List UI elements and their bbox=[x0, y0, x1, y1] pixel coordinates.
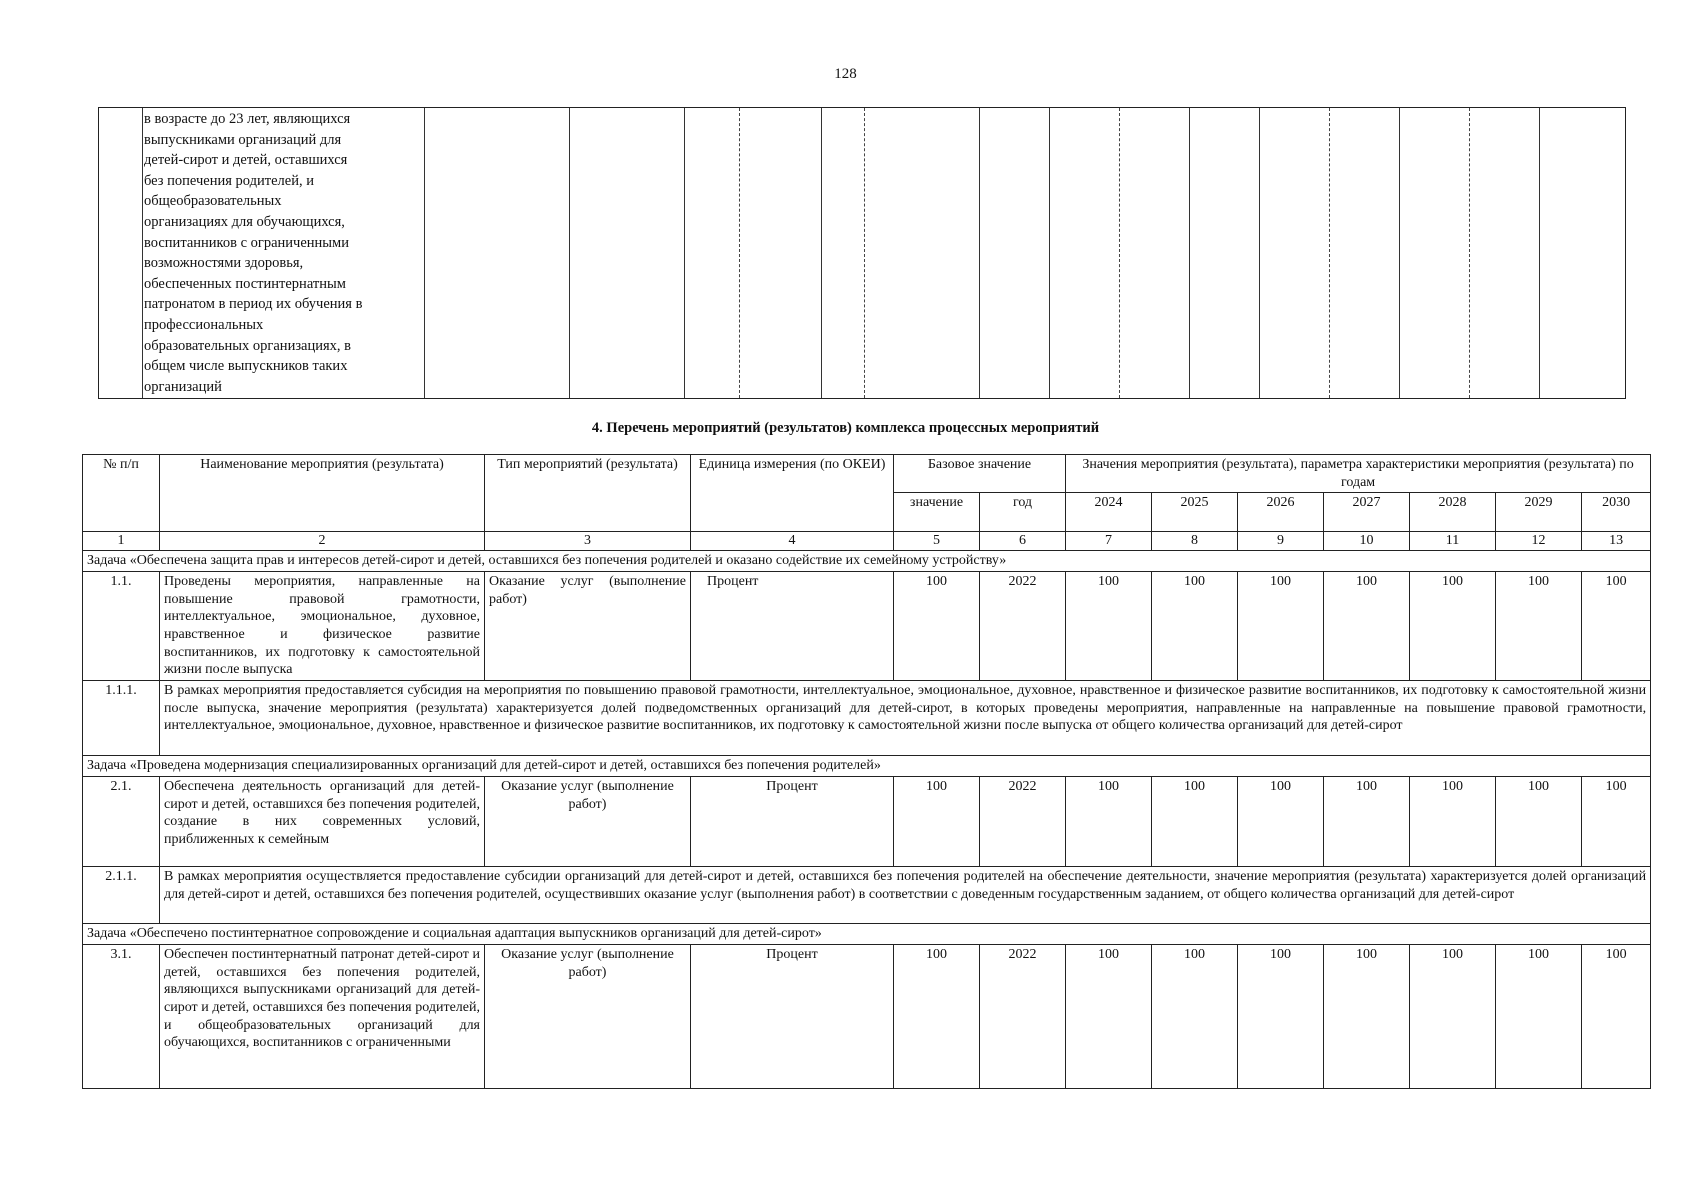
table-row bbox=[83, 572, 1651, 681]
activity-name: Обеспечена деятельность организаций для детей-сирот и детей, оставшихся без попечения родителей, создание в них современных условий, приближенных к семейным bbox=[160, 777, 485, 867]
column-divider bbox=[1399, 108, 1400, 398]
column-divider bbox=[739, 108, 740, 398]
header-row bbox=[83, 455, 1651, 493]
column-divider bbox=[1119, 108, 1120, 398]
task-title: Задача «Проведена модернизация специализированных организаций для детей-сирот и детей, оставшихся без попечения родителей» bbox=[83, 756, 1651, 777]
header-values: Значения мероприятия (результата), параметра характеристики мероприятия (результата) по годам bbox=[1066, 455, 1651, 493]
text-line: образовательных организациях, в bbox=[144, 337, 352, 354]
column-divider bbox=[864, 108, 865, 398]
page-number: 128 bbox=[834, 66, 857, 82]
header-base-value: значение bbox=[894, 493, 980, 532]
year-value: 100 bbox=[1066, 777, 1152, 867]
year-value: 100 bbox=[1152, 777, 1238, 867]
text-line: воспитанников с ограниченными bbox=[144, 234, 349, 251]
text-line: без попечения родителей, и bbox=[144, 172, 314, 189]
column-number: 7 bbox=[1066, 532, 1152, 551]
task-title: Задача «Обеспечена защита прав и интересов детей-сирот и детей, оставшихся без попечения родителей и оказано содействие их семейному устройству» bbox=[83, 551, 1651, 572]
text-line: организаций bbox=[144, 378, 222, 395]
column-divider bbox=[1469, 108, 1470, 398]
year-value: 100 bbox=[1238, 777, 1324, 867]
column-divider bbox=[1259, 108, 1260, 398]
column-number-row bbox=[83, 532, 1651, 551]
column-divider bbox=[1539, 108, 1540, 398]
text-line: выпускниками организаций для bbox=[144, 131, 342, 148]
year-value: 100 bbox=[1238, 572, 1324, 681]
table-row bbox=[83, 681, 1651, 756]
year-value: 100 bbox=[1324, 945, 1410, 1089]
column-number: 11 bbox=[1410, 532, 1496, 551]
text-line: детей-сирот и детей, оставшихся bbox=[144, 152, 348, 169]
header-year: 2030 bbox=[1582, 493, 1651, 532]
year-value: 100 bbox=[1066, 572, 1152, 681]
row-number: 1.1.1. bbox=[83, 681, 160, 756]
column-number: 4 bbox=[691, 532, 894, 551]
header-type: Тип мероприятий (результата) bbox=[485, 455, 691, 532]
activities-table bbox=[82, 454, 1651, 1089]
table-row bbox=[83, 945, 1651, 1089]
text-line: профессиональных bbox=[144, 316, 264, 333]
header-base-year: год bbox=[980, 493, 1066, 532]
year-value: 100 bbox=[1324, 777, 1410, 867]
text-line: общем числе выпускников таких bbox=[144, 358, 348, 375]
column-number: 8 bbox=[1152, 532, 1238, 551]
column-number: 12 bbox=[1496, 532, 1582, 551]
row-number: 2.1.1. bbox=[83, 867, 160, 924]
unit: Процент bbox=[691, 777, 894, 867]
row-number: 1.1. bbox=[83, 572, 160, 681]
base-year: 2022 bbox=[980, 945, 1066, 1089]
text-line: патронатом в период их обучения в bbox=[144, 296, 363, 313]
table-row bbox=[83, 777, 1651, 867]
column-number: 9 bbox=[1238, 532, 1324, 551]
text-line: обеспеченных постинтернатным bbox=[144, 275, 346, 292]
year-value: 100 bbox=[1152, 572, 1238, 681]
base-value: 100 bbox=[894, 945, 980, 1089]
activity-type: Оказание услуг (выполнение работ) bbox=[485, 945, 691, 1089]
year-value: 100 bbox=[1582, 945, 1651, 1089]
column-divider bbox=[1329, 108, 1330, 398]
header-year: 2024 bbox=[1066, 493, 1152, 532]
activity-name: Проведены мероприятия, направленные на повышение правовой грамотности, интеллектуальное, эмоциональное, духовное, нравственное и физическое развитие воспитанников, их подготовку к самостоятельной жизни после выпуска bbox=[160, 572, 485, 681]
text-line: в возрасте до 23 лет, являющихся bbox=[144, 111, 351, 127]
column-divider bbox=[684, 108, 685, 398]
activity-description: В рамках мероприятия осуществляется предоставление субсидии организаций для детей-сирот и детей, оставшихся без попечения родителей на обеспечение деятельности, значение мероприятия (результата) характеризуется долей организаций для детей-сирот и детей, оставшихся без попечения родителей, осуществивших оказание услуг (выполнения работ) в соответствии с доведенным государственным заданием, от общего количества организаций для детей-сирот bbox=[160, 867, 1651, 924]
activity-type: Оказание услуг (выполнение работ) bbox=[485, 572, 691, 681]
column-number: 5 bbox=[894, 532, 980, 551]
column-number: 2 bbox=[160, 532, 485, 551]
column-divider bbox=[1049, 108, 1050, 398]
year-value: 100 bbox=[1324, 572, 1410, 681]
header-year: 2029 bbox=[1496, 493, 1582, 532]
year-value: 100 bbox=[1238, 945, 1324, 1089]
row-number: 3.1. bbox=[83, 945, 160, 1089]
unit: Процент bbox=[691, 945, 894, 1089]
base-value: 100 bbox=[894, 572, 980, 681]
column-divider bbox=[821, 108, 822, 398]
column-divider bbox=[1189, 108, 1190, 398]
year-value: 100 bbox=[1496, 777, 1582, 867]
column-number: 13 bbox=[1582, 532, 1651, 551]
header-year: 2026 bbox=[1238, 493, 1324, 532]
header-name: Наименование мероприятия (результата) bbox=[160, 455, 485, 532]
header-year: 2027 bbox=[1324, 493, 1410, 532]
text-line: организациях для обучающихся, bbox=[144, 213, 345, 230]
column-number: 1 bbox=[83, 532, 160, 551]
activity-name: Обеспечен постинтернатный патронат детей-сирот и детей, оставшихся без попечения родителей, являющихся выпускниками организаций для детей-сирот и детей, оставшихся без попечения родителей, и общеобразовательных организаций для обучающихся, воспитанников с ограниченными bbox=[160, 945, 485, 1089]
header-year: 2028 bbox=[1410, 493, 1496, 532]
unit: Процент bbox=[691, 572, 894, 681]
year-value: 100 bbox=[1152, 945, 1238, 1089]
continuation-table bbox=[98, 107, 1626, 399]
year-value: 100 bbox=[1582, 777, 1651, 867]
text-line: общеобразовательных bbox=[144, 193, 282, 210]
header-base: Базовое значение bbox=[894, 455, 1066, 493]
task-row bbox=[83, 756, 1651, 777]
year-value: 100 bbox=[1066, 945, 1152, 1089]
base-year: 2022 bbox=[980, 572, 1066, 681]
column-divider bbox=[424, 108, 425, 398]
year-value: 100 bbox=[1496, 945, 1582, 1089]
base-value: 100 bbox=[894, 777, 980, 867]
activity-description: В рамках мероприятия предоставляется субсидия на мероприятия по повышению правовой грамотности, интеллектуальное, эмоциональное, духовное, нравственное и физическое развитие воспитанников, их подготовку к самостоятельной жизни после выпуска, значение мероприятия (результата) характеризуется долей подведомственных организаций для детей-сирот, в которых проведены мероприятия, направленные на направленные на повышение правовой грамотности, интеллектуальное, эмоциональное, духовное, нравственное и физическое развитие воспитанников, их подготовку к самостоятельной жизни после выпуска от общего количества организаций для детей-сирот bbox=[160, 681, 1651, 756]
year-value: 100 bbox=[1410, 945, 1496, 1089]
table-row bbox=[83, 867, 1651, 924]
indicator-name-text bbox=[144, 109, 424, 397]
column-number: 6 bbox=[980, 532, 1066, 551]
year-value: 100 bbox=[1496, 572, 1582, 681]
column-number: 10 bbox=[1324, 532, 1410, 551]
column-divider bbox=[142, 108, 143, 398]
year-value: 100 bbox=[1410, 777, 1496, 867]
column-divider bbox=[979, 108, 980, 398]
column-number: 3 bbox=[485, 532, 691, 551]
text-line: возможностями здоровья, bbox=[144, 255, 304, 272]
base-year: 2022 bbox=[980, 777, 1066, 867]
year-value: 100 bbox=[1582, 572, 1651, 681]
section-title: 4. Перечень мероприятий (результатов) комплекса процессных мероприятий bbox=[591, 420, 1100, 436]
task-title: Задача «Обеспечено постинтернатное сопровождение и социальная адаптация выпускников организаций для детей-сирот» bbox=[83, 924, 1651, 945]
row-number: 2.1. bbox=[83, 777, 160, 867]
year-value: 100 bbox=[1410, 572, 1496, 681]
task-row bbox=[83, 924, 1651, 945]
column-divider bbox=[569, 108, 570, 398]
header-unit: Единица измерения (по ОКЕИ) bbox=[691, 455, 894, 532]
activity-type: Оказание услуг (выполнение работ) bbox=[485, 777, 691, 867]
header-year: 2025 bbox=[1152, 493, 1238, 532]
task-row bbox=[83, 551, 1651, 572]
header-num: № п/п bbox=[83, 455, 160, 532]
